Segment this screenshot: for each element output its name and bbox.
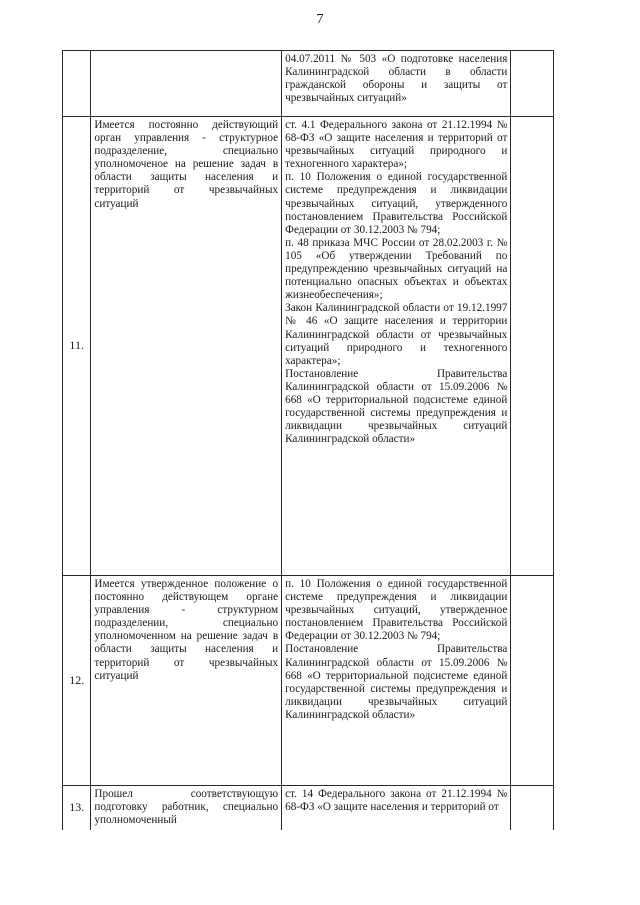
- notes-cell: [511, 51, 554, 117]
- legal-reference: п. 10 Положения о единой государственной системе предупреждения и ликвидации чрезвычайных ситуаций, утвержденное постановлением Правительства Российской Федерации от 30.12.2003 № 794;: [285, 578, 508, 643]
- legal-reference: Закон Калининградской области от 19.12.1997 № 46 «О защите населения и территории Калининградской области от чрезвычайных ситуаций природного и техногенного характера»;: [285, 302, 508, 367]
- notes-cell: [511, 117, 554, 576]
- table-row: [63, 51, 554, 117]
- requirement-cell: Прошел соответствующую подготовку работник, специально уполномоченный: [91, 786, 282, 830]
- table-row: [63, 117, 554, 576]
- notes-cell: [511, 576, 554, 786]
- legal-reference: 04.07.2011 № 503 «О подготовке населения Калининградской области в области гражданской обороны и защиты от чрезвычайных ситуаций»: [285, 53, 508, 105]
- legal-reference: п. 10 Положения о единой государственной системе предупреждения и ликвидации чрезвычайных ситуаций, утвержденного постановлением Правительства Российской Федерации от 30.12.2003 № 794;: [285, 171, 508, 236]
- requirement-cell: Имеется постоянно действующий орган управления - структурное подразделение, специально уполномоченое на решение задач в области защиты населения и территорий от чрезвычайных ситуаций: [91, 117, 282, 576]
- notes-cell: [511, 786, 554, 830]
- requirements-table: [62, 50, 554, 830]
- legal-basis-cell: [282, 51, 511, 117]
- page-number: 7: [316, 12, 324, 27]
- table-row: [63, 786, 554, 830]
- row-number-cell: 11.: [63, 117, 91, 576]
- row-number-cell: [63, 51, 91, 117]
- requirement-cell: Имеется утвержденное положение о постоянно действующем органе управления - структурном подразделении, специально уполномоченном на решение задач в области защиты населения и территорий от чрезвычайных ситуаций: [91, 576, 282, 786]
- legal-basis-cell: [282, 117, 511, 576]
- legal-basis-cell: [282, 786, 511, 830]
- legal-reference: ст. 4.1 Федерального закона от 21.12.1994 № 68-ФЗ «О защите населения и территорий от чрезвычайных ситуаций природного и техногенного характера»;: [285, 119, 508, 171]
- legal-reference: п. 48 приказа МЧС России от 28.02.2003 г. № 105 «Об утверждении Требований по предупреждению чрезвычайных ситуаций на потенциально опасных объектах и объектах жизнеобеспечения»;: [285, 236, 508, 302]
- row-number-cell: 12.: [63, 576, 91, 786]
- legal-reference: ст. 14 Федерального закона от 21.12.1994 № 68-ФЗ «О защите населения и территорий от: [285, 788, 508, 814]
- legal-reference: Постановление Правительства Калининградской области от 15.09.2006 № 668 «О территориальной подсистеме единой государственной системы предупреждения и ликвидации чрезвычайных ситуаций Калининградской области»: [285, 643, 508, 721]
- legal-reference: Постановление Правительства Калининградской области от 15.09.2006 № 668 «О территориальной подсистеме единой государственной системы предупреждения и ликвидации чрезвычайных ситуаций Калининградской области»: [285, 367, 508, 446]
- requirement-cell: [91, 51, 282, 117]
- row-number-cell: 13.: [63, 786, 91, 830]
- table-row: [63, 576, 554, 786]
- legal-basis-cell: [282, 576, 511, 786]
